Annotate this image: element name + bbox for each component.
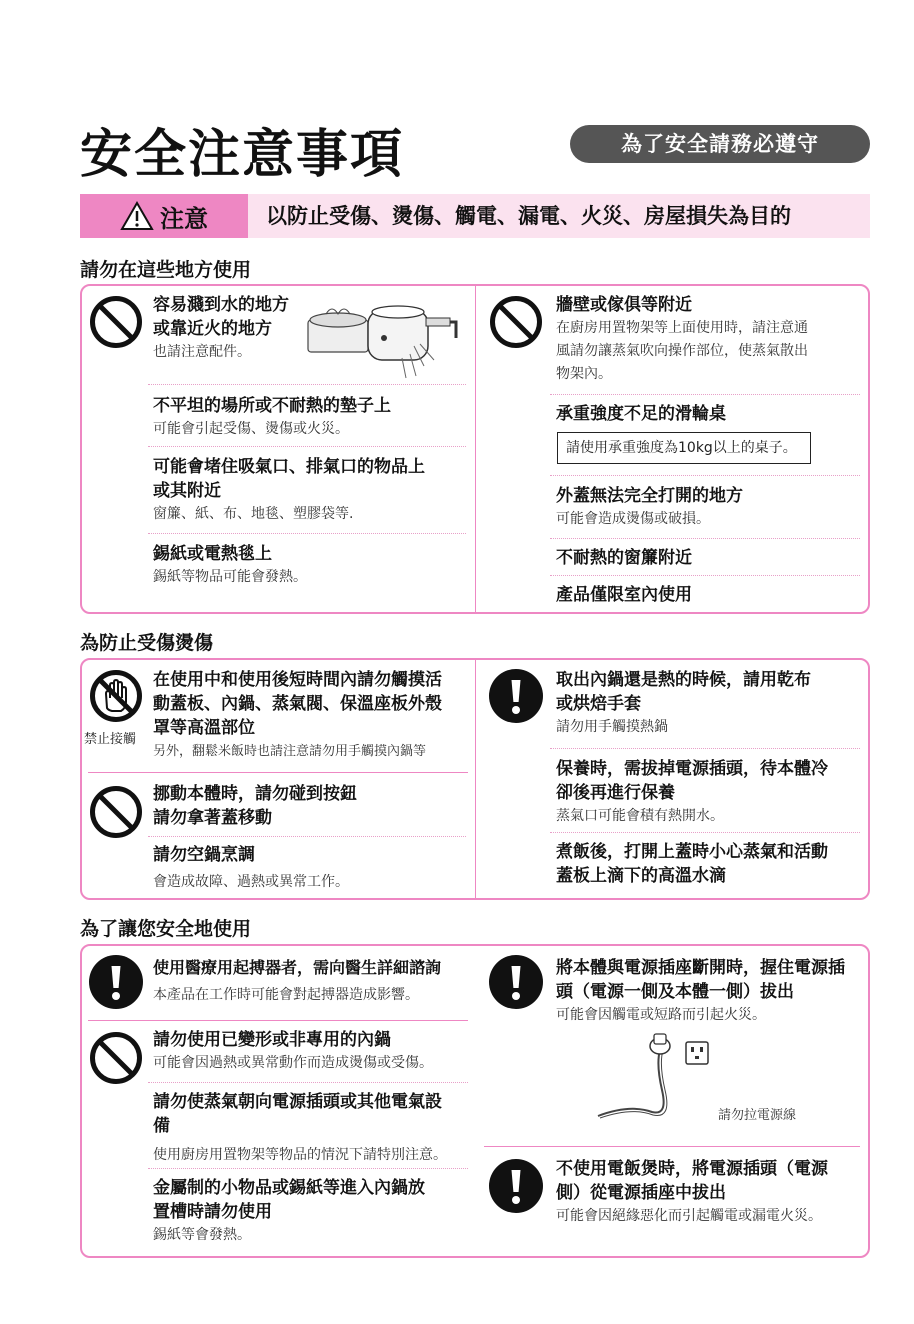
- item-heading: 不平坦的場所或不耐熱的墊子上: [153, 396, 391, 416]
- item-heading: 不使用電飯煲時，將電源插頭（電源 側）從電源插座中拔出: [556, 1159, 828, 1203]
- warning-item: [153, 956, 473, 1007]
- item-heading: 產品僅限室內使用: [556, 585, 692, 605]
- dotted-separator: [148, 1168, 468, 1169]
- item-heading: 保養時，需拔掉電源插頭，待本體冷 卻後再進行保養: [556, 759, 828, 803]
- warning-item: [153, 293, 313, 364]
- item-text: 本產品在工作時可能會對起搏器造成影響。: [153, 987, 419, 1003]
- warning-item: [153, 1028, 473, 1075]
- dotted-separator: [148, 446, 466, 447]
- mandatory-icon: [488, 668, 544, 724]
- item-text: 可能會因過熱或異常動作而造成燙傷或受傷。: [153, 1055, 433, 1071]
- dotted-separator: [148, 384, 466, 385]
- item-text: 可能會因觸電或短路而引起火災。: [556, 1007, 766, 1023]
- item-heading: 使用醫療用起搏器者，需向醫生詳細諮詢: [153, 958, 442, 977]
- item-heading: 外蓋無法完全打開的地方: [556, 486, 743, 506]
- item-text: 可能會造成燙傷或破損。: [556, 511, 710, 527]
- warning-item: [153, 782, 471, 830]
- mandatory-icon: [488, 954, 544, 1010]
- prohibited-icon: [88, 1030, 144, 1086]
- item-text: 會造成故障、過熱或異常工作。: [153, 874, 349, 890]
- no-touch-label: 禁止接觸: [84, 732, 137, 747]
- warning-triangle-icon: [120, 201, 154, 231]
- warning-item: [556, 757, 862, 828]
- item-text: 可能會引起受傷、燙傷或火災。: [153, 421, 349, 437]
- warning-item: [556, 1157, 862, 1228]
- dotted-separator: [550, 748, 860, 749]
- item-heading: 煮飯後，打開上蓋時小心蒸氣和活動 蓋板上滴下的高溫水滴: [556, 842, 828, 886]
- item-text: 窗簾、紙、布、地毯、塑膠袋等.: [153, 506, 354, 522]
- warning-item: [556, 484, 862, 531]
- cord-caption: 請勿拉電源線: [718, 1108, 797, 1123]
- item-heading: 容易濺到水的地方 或靠近火的地方: [153, 295, 289, 339]
- warning-item: [153, 1090, 473, 1167]
- section-title-places: 請勿在這些地方使用: [80, 259, 252, 281]
- warning-item: [153, 542, 471, 589]
- prohibited-icon: [88, 294, 144, 350]
- warning-item: [153, 843, 471, 894]
- page-title: 安全注意事項: [80, 125, 405, 185]
- item-heading: 請勿使蒸氣朝向電源插頭或其他電氣設 備: [153, 1092, 442, 1136]
- item-heading: 將本體與電源插座斷開時，握住電源插 頭（電源一側及本體一側）拔出: [556, 958, 845, 1002]
- item-heading: 錫紙或電熱毯上: [153, 544, 272, 564]
- dotted-separator: [148, 836, 466, 837]
- item-heading: 牆壁或傢俱等附近: [556, 295, 692, 315]
- prohibited-icon: [88, 784, 144, 840]
- dotted-separator: [148, 1082, 468, 1083]
- column-divider: [475, 660, 476, 898]
- rice-cooker-illustration: [306, 298, 466, 382]
- warning-item: [153, 455, 471, 526]
- safety-badge: 為了安全請務必遵守: [570, 125, 870, 163]
- warning-item: [556, 546, 862, 570]
- item-text: 蒸氣口可能會積有熱開水。: [556, 808, 724, 824]
- item-text: 在廚房用置物架等上面使用時，請注意通 風請勿讓蒸氣吹向操作部位，使蒸氣散出 物架內。: [556, 320, 808, 382]
- power-cord-illustration: [590, 1030, 730, 1122]
- item-heading: 金屬制的小物品或錫紙等進入內鍋放 置槽時請勿使用: [153, 1178, 425, 1222]
- dotted-separator: [550, 575, 860, 576]
- warning-item: [556, 956, 862, 1027]
- prohibited-icon: [488, 294, 544, 350]
- section-title-burns: 為防止受傷燙傷: [80, 632, 214, 654]
- caution-banner: [80, 194, 870, 238]
- dotted-separator: [550, 538, 860, 539]
- warning-item: [153, 394, 471, 441]
- solid-separator: [88, 772, 468, 773]
- warning-item: [153, 1176, 473, 1247]
- item-text: 也請注意配件。: [153, 344, 251, 360]
- dotted-separator: [148, 533, 466, 534]
- dotted-separator: [550, 832, 860, 833]
- column-divider: [475, 286, 476, 612]
- warning-item: [556, 402, 862, 426]
- item-text: 使用廚房用置物架等物品的情況下請特別注意。: [153, 1147, 447, 1163]
- item-heading: 可能會堵住吸氣口、排氣口的物品上 或其附近: [153, 457, 425, 501]
- item-text: 錫紙等物品可能會發熱。: [153, 569, 307, 585]
- warning-item: [153, 668, 471, 763]
- dotted-separator: [550, 394, 860, 395]
- warning-item: [556, 668, 862, 739]
- load-capacity-note: 請使用承重強度為10kg以上的桌子。: [557, 432, 811, 464]
- item-heading: 取出內鍋還是熱的時候，請用乾布 或烘焙手套: [556, 670, 811, 714]
- section-title-safe-use: 為了讓您安全地使用: [80, 918, 252, 940]
- solid-separator: [88, 1020, 468, 1021]
- caution-label-box: [80, 194, 248, 238]
- item-heading: 請勿使用已變形或非專用的內鍋: [153, 1030, 391, 1050]
- item-heading: 請勿空鍋烹調: [153, 845, 255, 865]
- item-text: 可能會因絕緣惡化而引起觸電或漏電火災。: [556, 1208, 822, 1224]
- mandatory-icon: [88, 954, 144, 1010]
- dotted-separator: [550, 475, 860, 476]
- item-heading: 承重強度不足的滑輪桌: [556, 404, 726, 424]
- warning-item: [556, 840, 862, 888]
- item-heading: 不耐熱的窗簾附近: [556, 548, 692, 568]
- no-touch-icon: [88, 668, 144, 724]
- item-text: 請勿用手觸摸熱鍋: [556, 719, 668, 735]
- caution-label: 注意: [160, 204, 208, 233]
- item-heading: 挪動本體時，請勿碰到按鈕 請勿拿著蓋移動: [153, 784, 357, 828]
- item-heading: 在使用中和使用後短時間內請勿觸摸活 動蓋板、內鍋、蒸氣閥、保溫座板外殼 罩等高溫部位: [153, 670, 442, 738]
- solid-separator: [484, 1146, 860, 1147]
- warning-item: [556, 583, 862, 607]
- warning-item: [556, 293, 862, 386]
- item-text: 另外，翻鬆米飯時也請注意請勿用手觸摸內鍋等: [153, 744, 427, 759]
- caution-purpose-text: 以防止受傷、燙傷、觸電、漏電、火災、房屋損失為目的: [266, 204, 791, 228]
- item-text: 錫紙等會發熱。: [153, 1227, 251, 1243]
- mandatory-icon: [488, 1158, 544, 1214]
